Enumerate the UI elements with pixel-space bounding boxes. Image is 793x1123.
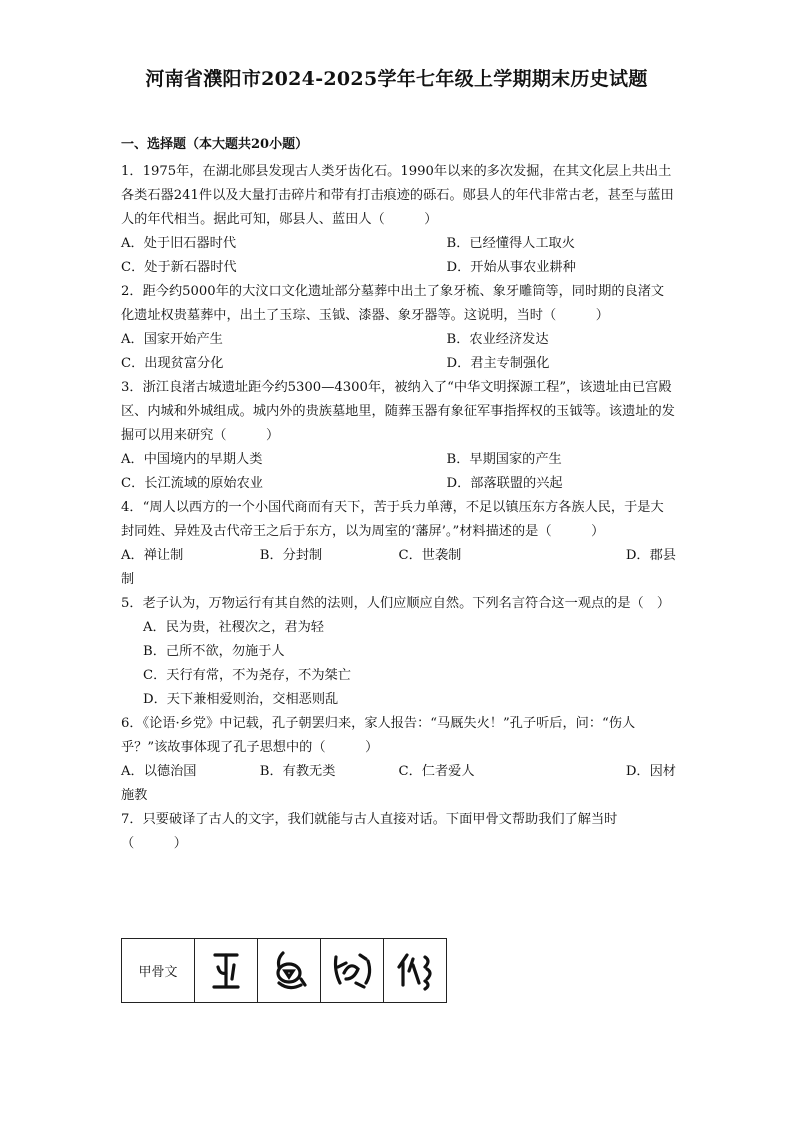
question-stem: 6．《论语·乡党》中记载，孔子朝罢归来，家人报告：“马厩失火！”孔子听后，问：“伤人乎？”该故事体现了孔子思想中的（ ） (121, 716, 636, 755)
question-stem: 1．1975年，在湖北郧县发现古人类牙齿化石。1990年以来的多次发掘，在其文化层上共出土各类石器241件以及大量打击碎片和带有打击痕迹的砾石。郧县人的年代非常古老，甚至与蓝田人的年代相当。据此可知，郧县人、蓝田人（ ） (121, 164, 674, 227)
oracle-bone-table (121, 938, 447, 1003)
question-stem: 5．老子认为，万物运行有其自然的法则，人们应顺应自然。下列名言符合这一观点的是（ ） (121, 596, 671, 611)
option-d[interactable]: D．天下兼相爱则治，交相恶则乱 (143, 692, 339, 707)
option-d[interactable]: D．开始从事农业耕种 (446, 260, 576, 275)
option-c[interactable]: C．天行有常，不为尧存，不为桀亡 (143, 668, 351, 683)
option-d[interactable]: D．部落联盟的兴起 (446, 476, 563, 491)
question-7 (121, 808, 676, 856)
option-a[interactable]: A．中国境内的早期人类 (121, 452, 263, 467)
option-list (121, 544, 676, 568)
question-3 (121, 376, 676, 496)
section-heading: 一、选择题（本大题共20小题） (121, 137, 309, 152)
option-a[interactable]: A．禅让制 (121, 548, 184, 563)
option-b[interactable]: B．农业经济发达 (446, 332, 549, 347)
option-c[interactable]: C．出现贫富分化 (121, 356, 224, 371)
option-list (121, 232, 676, 280)
oracle-table-label: 甲骨文 (122, 939, 195, 1003)
option-c[interactable]: C．处于新石器时代 (121, 260, 237, 275)
option-a[interactable]: A．处于旧石器时代 (121, 236, 237, 251)
question-stem: 2．距今约5000年的大汶口文化遗址部分墓葬中出土了象牙梳、象牙雕筒等，同时期的良渚文化遗址权贵墓葬中，出土了玉琮、玉钺、漆器、象牙器等。这说明，当时（ ） (121, 284, 665, 323)
oracle-glyph-1-icon (206, 949, 246, 993)
option-b[interactable]: B．有教无类 (259, 764, 336, 779)
oracle-glyph-2-icon (269, 949, 309, 993)
option-d[interactable]: D．因材 (625, 764, 676, 779)
page-title: 河南省濮阳市2024-2025学年七年级上学期期末历史试题 (145, 68, 648, 90)
question-stem: 3．浙江良渚古城遗址距今约5300—4300年，被纳入了“中华文明探源工程”，该遗址由已宫殿区、内城和外城组成。城内外的贵族墓地里，随葬玉器有象征军事指挥权的玉钺等。该遗址的发掘可以用来研究（ ） (121, 380, 675, 443)
option-list (121, 760, 676, 784)
option-d[interactable]: D．郡县 (625, 548, 676, 563)
option-list (121, 328, 676, 376)
option-c[interactable]: C．仁者爱人 (398, 764, 475, 779)
option-d[interactable]: D．君主专制强化 (446, 356, 550, 371)
option-c[interactable]: C．长江流域的原始农业 (121, 476, 263, 491)
oracle-glyph-4-icon (393, 949, 437, 993)
question-5 (121, 592, 676, 712)
option-a[interactable]: A．民为贵，社稷次之，君为轻 (143, 620, 324, 635)
question-stem: 4．“周人以西方的一个小国代商而有天下，苦于兵力单薄，不足以镇压东方各族人民，于是大封同姓、异姓及古代帝王之后于东方，以为周室的‘藩屏’。”材料描述的是（ ） (121, 500, 664, 539)
option-b[interactable]: B．分封制 (259, 548, 323, 563)
question-list (121, 160, 676, 856)
option-b[interactable]: B．己所不欲，勿施于人 (143, 644, 285, 659)
option-b[interactable]: B．已经懂得人工取火 (446, 236, 575, 251)
question-4 (121, 496, 676, 592)
option-d-continuation: 施教 (121, 788, 148, 803)
question-stem: 7．只要破译了古人的文字，我们就能与古人直接对话。下面甲骨文帮助我们了解当时（ ） (121, 812, 618, 851)
option-a[interactable]: A．以德治国 (121, 764, 197, 779)
question-6 (121, 712, 676, 808)
option-d-continuation: 制 (121, 572, 135, 587)
question-2 (121, 280, 676, 376)
option-b[interactable]: B．早期国家的产生 (446, 452, 562, 467)
option-c[interactable]: C．世袭制 (398, 548, 462, 563)
question-1 (121, 160, 676, 280)
option-a[interactable]: A．国家开始产生 (121, 332, 223, 347)
option-list (121, 448, 676, 496)
oracle-glyph-3-icon (330, 949, 374, 993)
